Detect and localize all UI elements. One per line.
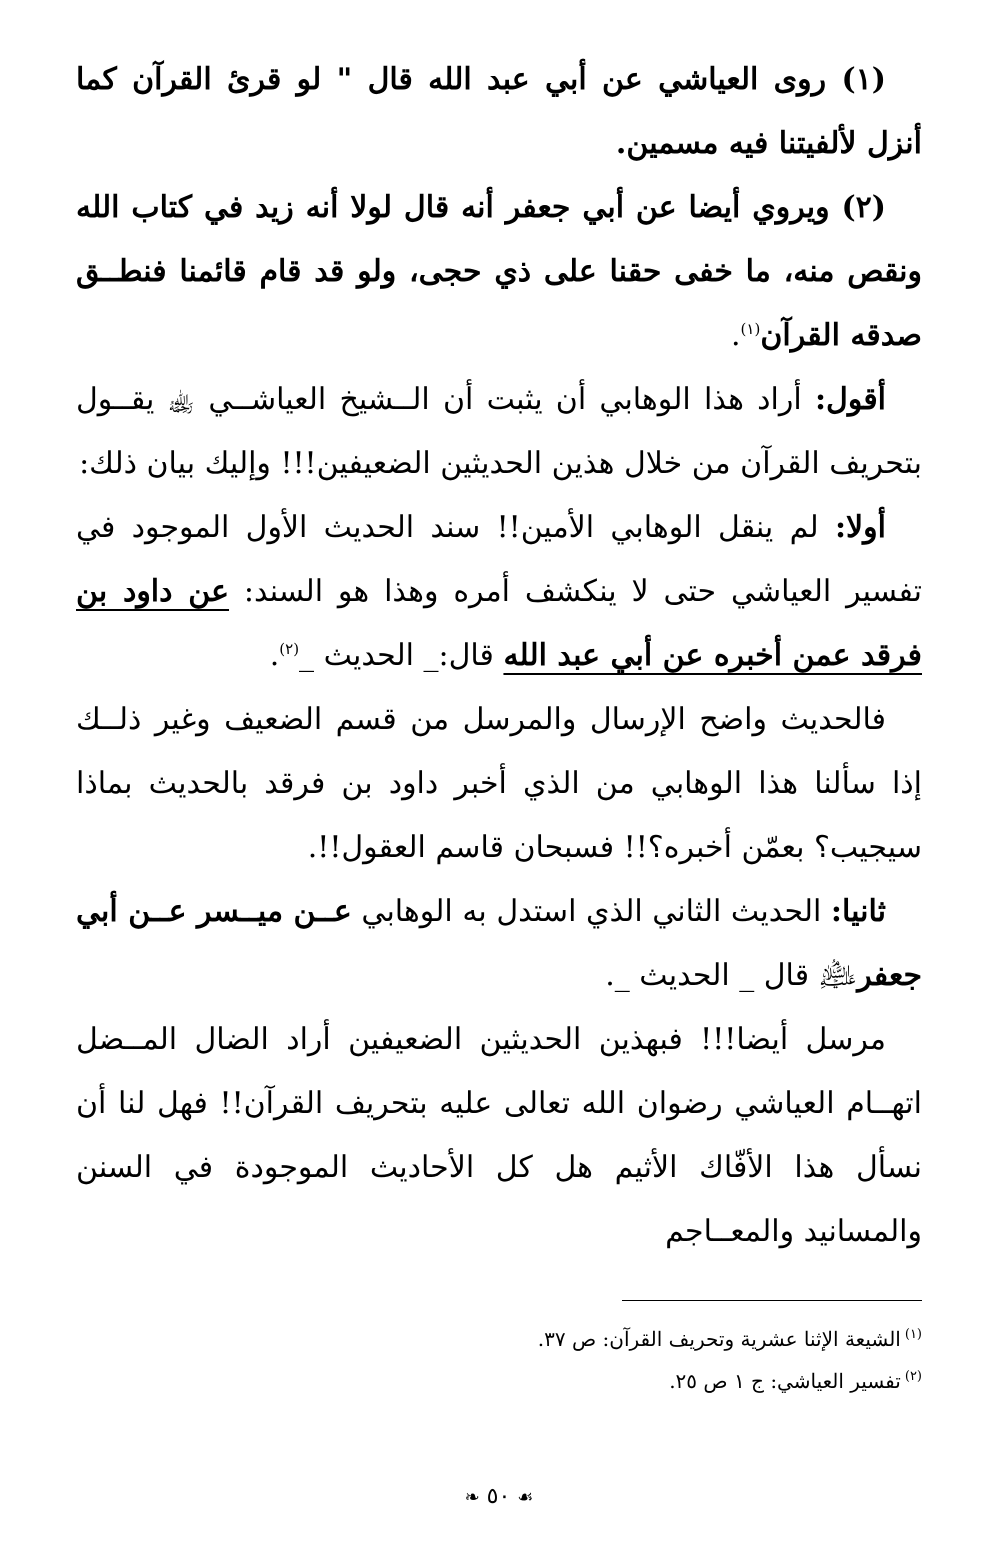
body-text: ﵇ قال _ الحديث _. — [605, 958, 858, 993]
paragraph-5 — [76, 688, 922, 880]
body-text: مرسل أيضا!!! فبهذين الحديثين الضعيفين أراد الضال المــضل اتهــام العياشي رضوان الله تعالى عليه بتحريف القرآن!! فهل لنا أن نسأل هذا الأفّاك الأثيم هل كل الأحاديث الموجودة في السنن والمسانيد والمعــاجم — [76, 1022, 922, 1249]
footnote-2-text: تفسير العياشي: ج ١ ص ٢٥. — [669, 1369, 901, 1393]
footnote-2 — [76, 1360, 922, 1402]
footnote-separator — [622, 1300, 922, 1301]
page-number — [0, 1484, 998, 1509]
emphasis-text: (١) روى العياشي عن أبي عبد الله قال " لو قرئ القرآن كما أنزل لألفيتنا فيه مسمين. — [76, 62, 922, 161]
paragraph-2 — [76, 176, 922, 368]
emphasis-text: ثانيا: — [830, 894, 887, 929]
left-ornament-icon: ❧ — [464, 1487, 480, 1508]
footnote-reference: (١) — [740, 320, 761, 338]
paragraph-4 — [76, 496, 922, 688]
footnote-reference: (٢) — [279, 640, 300, 658]
paragraph-7 — [76, 1008, 922, 1264]
page-number-value: ٥٠ — [486, 1484, 511, 1509]
body-text: لم ينقل الوهابي الأمين!! سند الحديث الأول الموجود في تفسير العياشي حتى لا ينكشف أمره وهذا هو السند: — [76, 510, 922, 609]
footnote-1-number: (١) — [904, 1327, 922, 1343]
body-text: الحديث الثاني الذي استدل به الوهابي — [351, 894, 831, 929]
body-text: . — [731, 318, 741, 353]
page-body — [76, 48, 922, 1264]
footnote-2-number: (٢) — [904, 1369, 922, 1385]
right-ornament-icon: ☙ — [517, 1487, 534, 1508]
body-text: أراد هذا الوهابي أن يثبت أن الــشيخ العياشــي ﵀ يقــول بتحريف القرآن من خلال هذين الحديثين الضعيفين!!! وإليك بيان ذلك: — [76, 382, 922, 481]
emphasis-text: عــن ميــسر عــن أبي جعفر — [76, 894, 922, 993]
emphasis-text: أولا: — [834, 510, 886, 545]
paragraph-3 — [76, 368, 922, 496]
emphasis-text: عن داود بن فرقد عمن أخبره عن أبي عبد الله — [76, 574, 922, 673]
body-text: فالحديث واضح الإرسال والمرسل من قسم الضعيف وغير ذلــك إذا سألنا هذا الوهابي من الذي أخبر داود بن فرقد بالحديث بماذا سيجيب؟ بعمّن أخبره؟!! فسبحان قاسم العقول!!. — [76, 702, 922, 865]
footnotes — [76, 1318, 922, 1402]
emphasis-text: أقول: — [814, 382, 886, 417]
footnote-1-text: الشيعة الإثنا عشرية وتحريف القرآن: ص ٣٧. — [537, 1327, 901, 1351]
paragraph-1 — [76, 48, 922, 176]
body-text: . — [269, 638, 280, 673]
footnote-1 — [76, 1318, 922, 1360]
body-text: قال:_ الحديث _ — [299, 638, 504, 673]
paragraph-6 — [76, 880, 922, 1008]
emphasis-text: (٢) ويروي أيضا عن أبي جعفر أنه قال لولا أنه زيد في كتاب الله ونقص منه، ما خفى حقنا على ذي حجى، ولو قد قام قائمنا فنطــق صدقه القرآن — [76, 190, 922, 353]
